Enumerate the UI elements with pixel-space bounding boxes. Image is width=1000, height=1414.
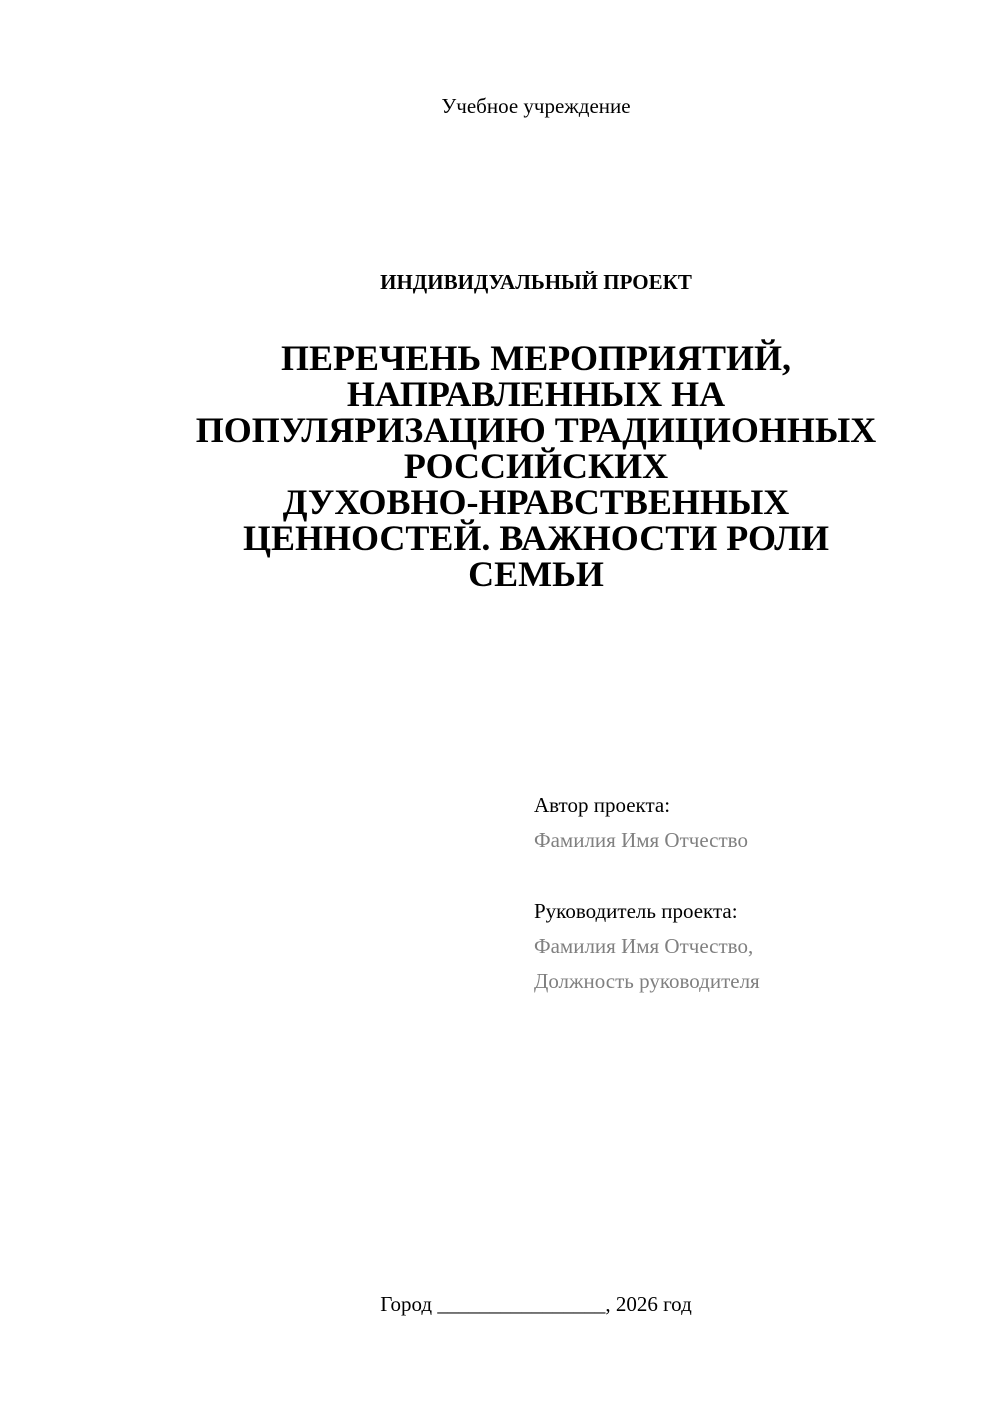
title-line: ПЕРЕЧЕНЬ МЕРОПРИЯТИЙ, [280, 338, 792, 378]
title-line: СЕМЬИ [468, 554, 604, 594]
title-line: РОССИЙСКИХ [403, 446, 669, 486]
supervisor-name: Фамилия Имя Отчество, [534, 934, 754, 958]
spacer [534, 858, 964, 894]
credits-block [534, 788, 964, 999]
institution-name: Учебное учреждение [441, 94, 631, 118]
title-line: НАПРАВЛЕННЫХ НА [346, 374, 726, 414]
document-title [120, 340, 952, 592]
author-name: Фамилия Имя Отчество [534, 828, 748, 852]
title-line: ЦЕННОСТЕЙ. ВАЖНОСТИ РОЛИ [242, 518, 830, 558]
city-year-footer: Город ________________, 2026 год [380, 1292, 692, 1316]
supervisor-position: Должность руководителя [534, 969, 760, 993]
author-label: Автор проекта: [534, 793, 671, 817]
title-line: ДУХОВНО-НРАВСТВЕННЫХ [282, 482, 790, 522]
title-line: ПОПУЛЯРИЗАЦИЮ ТРАДИЦИОННЫХ [195, 410, 877, 450]
supervisor-label: Руководитель проекта: [534, 899, 738, 923]
document-type: ИНДИВИДУАЛЬНЫЙ ПРОЕКТ [380, 270, 692, 294]
